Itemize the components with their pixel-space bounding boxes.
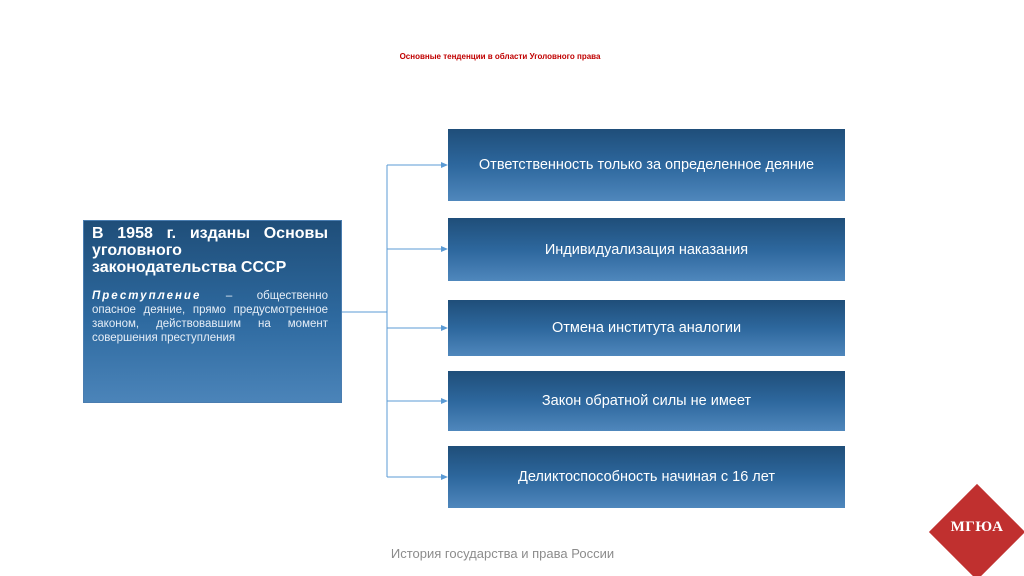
definition-text: – общественно опасное деяние, прямо предусмотренное законом, действовавшим на момент совершения преступления bbox=[92, 290, 328, 344]
trend-box-1: Ответственность только за определенное деяние bbox=[448, 129, 845, 201]
logo-text: МГЮА bbox=[950, 519, 1004, 535]
trend-box-3: Отмена института аналогии bbox=[448, 300, 845, 356]
trend-box-5: Деликтоспособность начиная с 16 лет bbox=[448, 446, 845, 508]
footer-text: История государства и права России bbox=[390, 546, 615, 561]
left-heading: В 1958 г. изданы Основы уголовного законодательства СССР bbox=[92, 225, 328, 276]
trend-box-4: Закон обратной силы не имеет bbox=[448, 371, 845, 431]
definition-term: Преступление bbox=[92, 290, 202, 302]
mgua-logo bbox=[934, 486, 1024, 576]
trend-box-2: Индивидуализация наказания bbox=[448, 218, 845, 281]
slide-title: Основные тенденции в области Уголовного права bbox=[399, 52, 601, 61]
